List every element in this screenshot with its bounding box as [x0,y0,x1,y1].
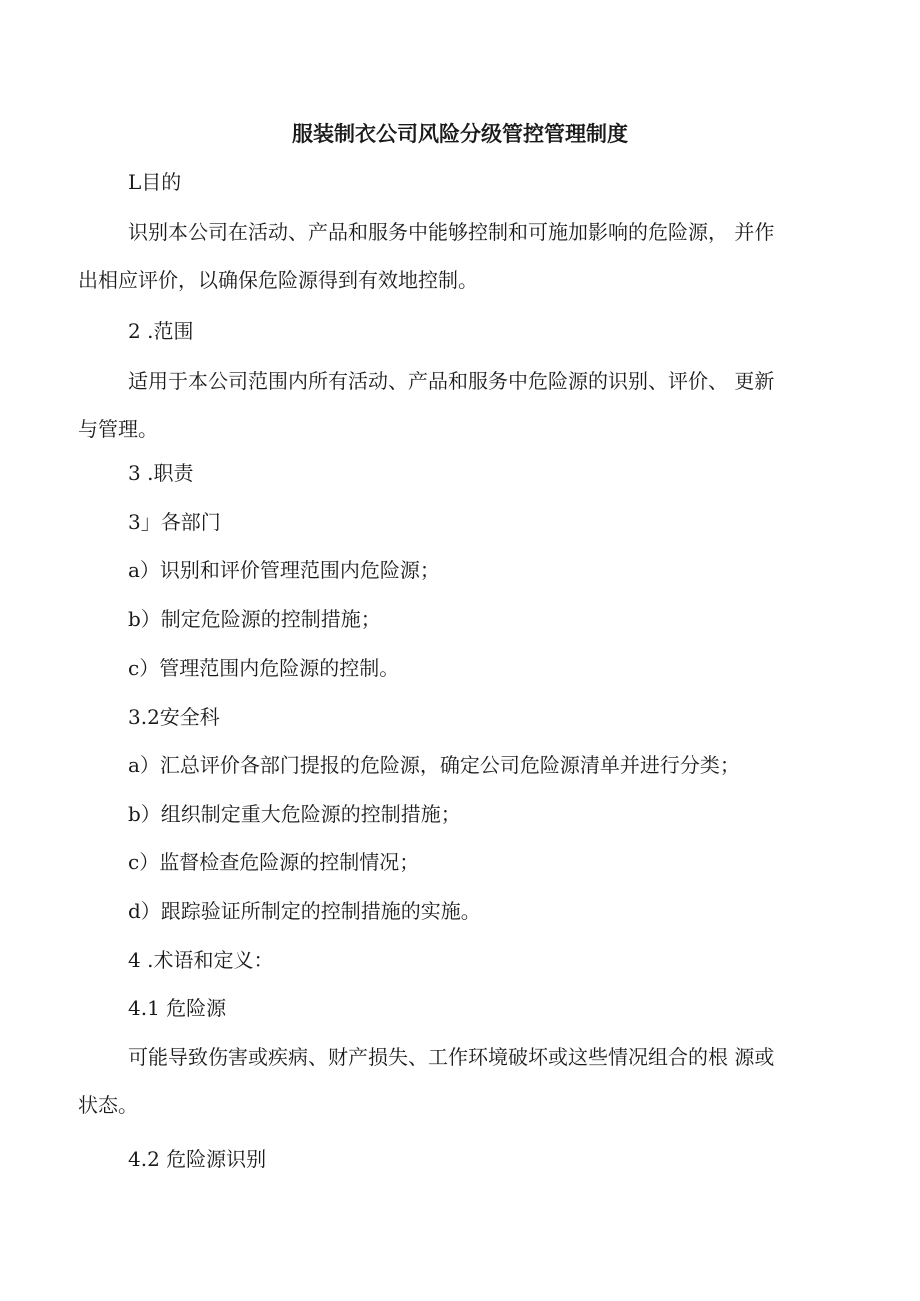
section-4-1-paragraph [78,1043,838,1119]
section-3-2-item-b: b）组织制定重大危险源的控制措施； [128,802,461,826]
section-2-heading: 2 .范围 [128,319,194,343]
section-1-paragraph [78,218,838,294]
section-3-heading: 3 .职责 [128,461,194,485]
section-3-1-item-c: c）管理范围内危险源的控制。 [128,656,400,680]
section-3-1-item-b: b）制定危险源的控制措施； [128,607,381,631]
section-3-2-item-d: d）跟踪验证所制定的控制措施的实施。 [128,899,481,923]
section-4-1-heading: 4.1 危险源 [128,996,227,1020]
section-1-paragraph-line-2: 出相应评价，以确保危险源得到有效地控制。 [78,268,478,292]
section-3-1-heading: 3」各部门 [128,510,221,534]
section-3-1-item-a: a）识别和评价管理范围内危险源； [128,558,440,582]
section-1-heading: L目的 [128,170,182,194]
section-4-1-paragraph-line-1: 可能导致伤害或疾病、财产损失、工作环境破坏或这些情况组合的根 源或 [128,1045,775,1069]
document-title: 服装制衣公司风险分级管控管理制度 [292,122,628,146]
section-3-2-heading: 3.2安全科 [128,705,220,729]
section-3-2-item-c: c）监督检查危险源的控制情况； [128,850,420,874]
section-1-paragraph-line-1: 识别本公司在活动、产品和服务中能够控制和可施加影响的危险源， 并作 [128,220,775,244]
section-4-heading: 4 .术语和定义： [128,948,274,972]
section-4-1-paragraph-line-2: 状态。 [78,1093,138,1117]
section-3-2-item-a: a）汇总评价各部门提报的危险源，确定公司危险源清单并进行分类； [128,753,740,777]
section-2-paragraph [78,367,838,443]
section-4-2-heading: 4.2 危险源识别 [128,1147,267,1171]
section-2-paragraph-line-2: 与管理。 [78,417,158,441]
section-2-paragraph-line-1: 适用于本公司范围内所有活动、产品和服务中危险源的识别、评价、 更新 [128,369,775,393]
